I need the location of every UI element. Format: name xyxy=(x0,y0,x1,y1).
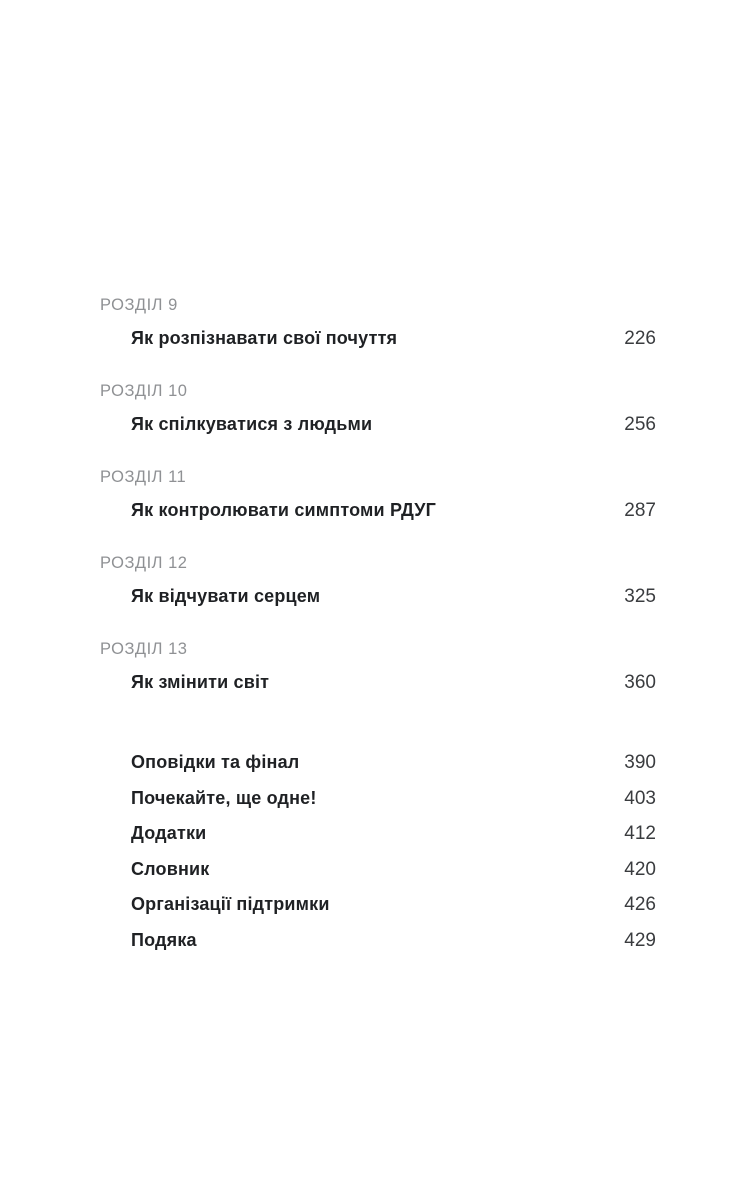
chapter-page-number: 325 xyxy=(624,586,656,607)
toc-entry-row xyxy=(100,499,656,522)
backmatter-title: Оповідки та фінал xyxy=(131,752,300,772)
chapter-page-number: 256 xyxy=(624,414,656,435)
backmatter-title: Словник xyxy=(131,858,210,879)
toc-entry-row xyxy=(100,822,656,845)
backmatter-title: Подяка xyxy=(131,929,197,950)
chapter-number-label: РОЗДІЛ 10 xyxy=(100,382,188,400)
toc-chapter-entry xyxy=(100,467,656,522)
chapter-number-label: РОЗДІЛ 11 xyxy=(100,468,187,486)
backmatter-page-number: 390 xyxy=(624,752,656,773)
toc-entry-row xyxy=(100,893,656,916)
chapter-title: Як відчувати серцем xyxy=(131,586,321,606)
chapter-number-label: РОЗДІЛ 12 xyxy=(100,554,188,572)
chapter-title: Як змінити світ xyxy=(131,672,270,692)
backmatter-page-number: 429 xyxy=(624,929,656,951)
toc-backmatter-section xyxy=(100,751,656,952)
backmatter-title: Організації підтримки xyxy=(131,894,330,914)
chapter-title: Як розпізнавати свої почуття xyxy=(131,328,398,348)
toc-entry-row xyxy=(100,327,656,350)
chapter-page-number: 287 xyxy=(624,500,656,521)
toc-chapter-entry xyxy=(100,381,656,436)
toc-entry-row xyxy=(100,751,656,774)
backmatter-page-number: 403 xyxy=(624,787,656,809)
table-of-contents xyxy=(100,295,656,964)
toc-entry-row xyxy=(100,929,656,952)
toc-entry-row xyxy=(100,585,656,608)
backmatter-page-number: 420 xyxy=(624,858,656,880)
toc-entry-row xyxy=(100,413,656,436)
chapter-page-number: 360 xyxy=(624,672,656,693)
backmatter-title: Почекайте, ще одне! xyxy=(131,787,317,808)
chapter-number-label: РОЗДІЛ 9 xyxy=(100,296,178,314)
toc-entry-row xyxy=(100,671,656,694)
chapter-number-label: РОЗДІЛ 13 xyxy=(100,640,188,658)
toc-chapter-entry xyxy=(100,639,656,694)
toc-entry-row xyxy=(100,787,656,810)
backmatter-page-number: 426 xyxy=(624,894,656,915)
toc-chapter-entry xyxy=(100,295,656,350)
chapter-title: Як спілкуватися з людьми xyxy=(131,414,373,434)
toc-entry-row xyxy=(100,858,656,881)
toc-chapter-entry xyxy=(100,553,656,608)
chapter-title: Як контролювати симптоми РДУГ xyxy=(131,500,436,520)
backmatter-page-number: 412 xyxy=(624,823,656,844)
chapter-page-number: 226 xyxy=(624,328,656,349)
backmatter-title: Додатки xyxy=(131,823,207,843)
